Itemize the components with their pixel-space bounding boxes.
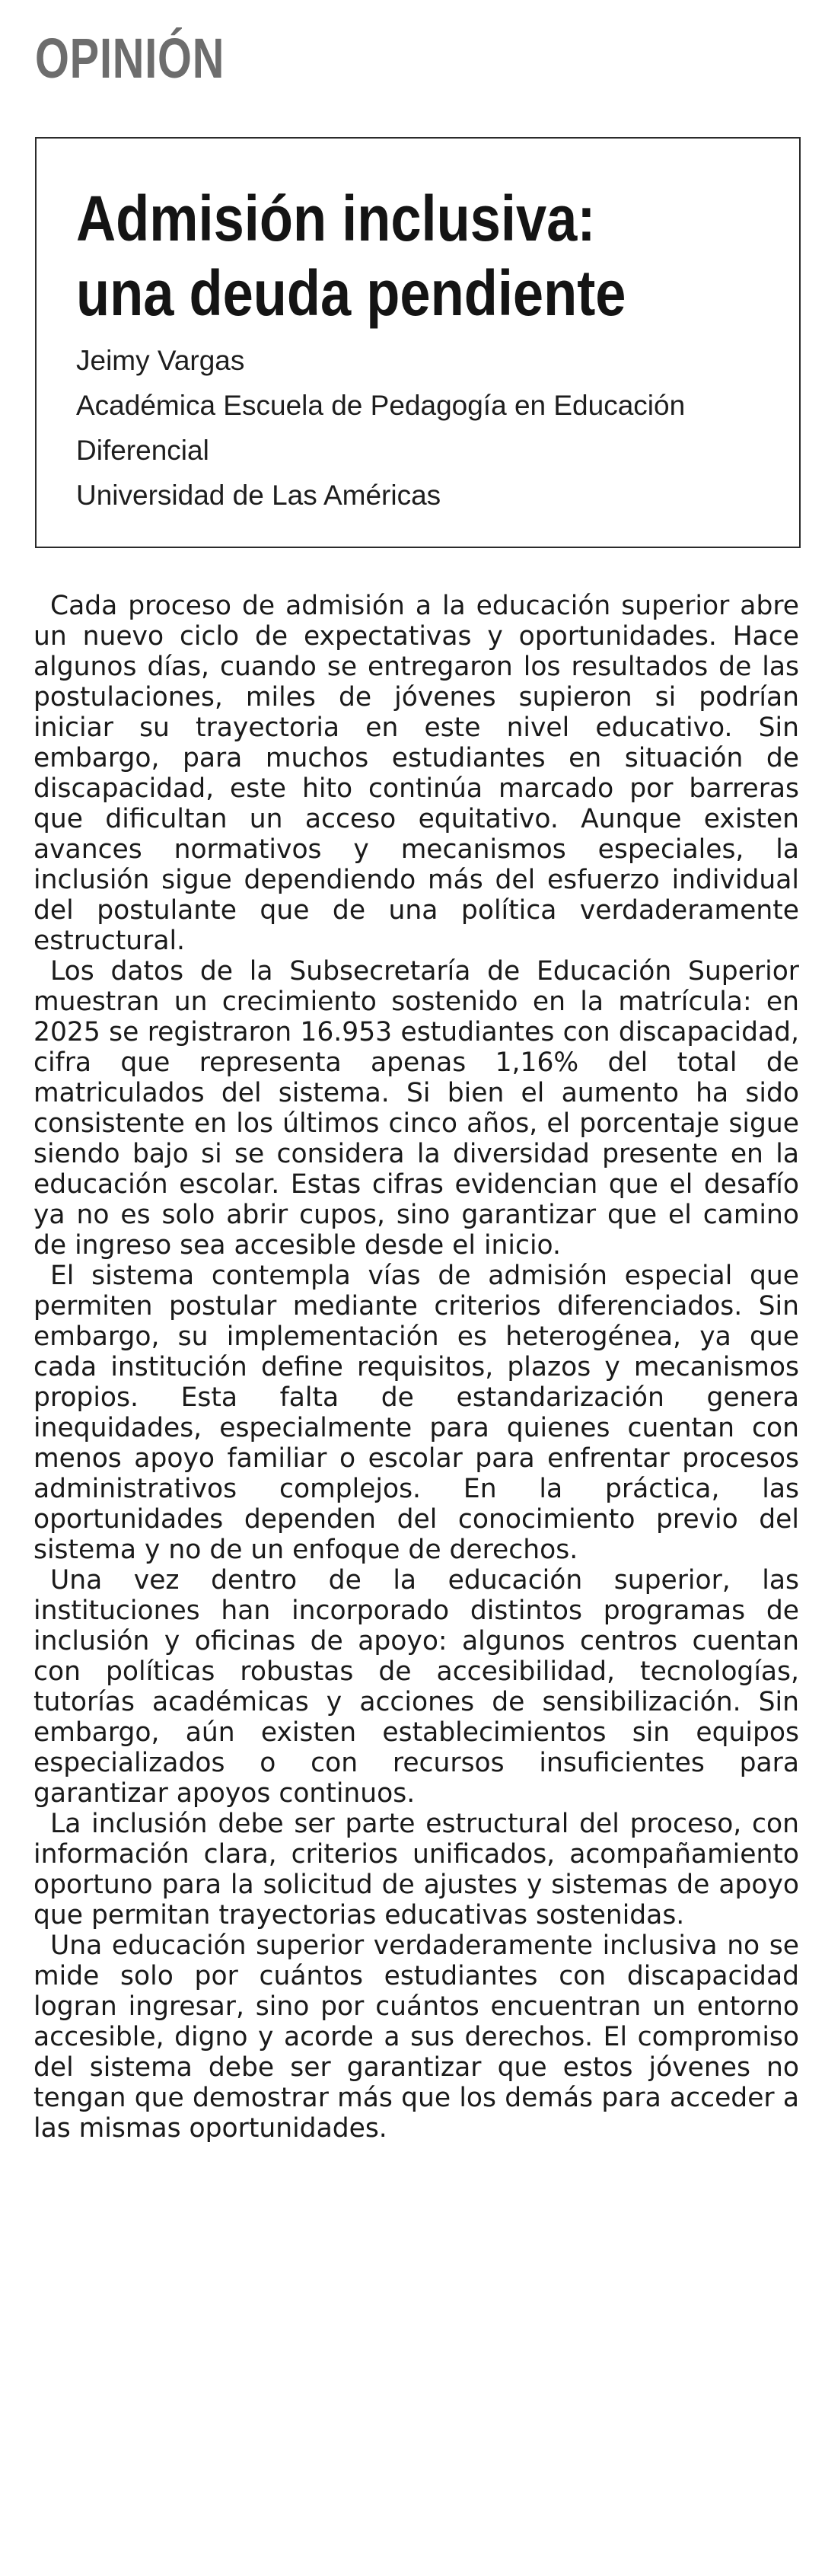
paragraph-4: Una vez dentro de la educación superior, las instituciones han incorporado distintos programas de inclusión y oficinas de apoyo: algunos centros cuentan con políticas robustas de accesibilidad, tecnologías, tutorías académicas y acciones de sensibilización. Sin embargo, aún existen establecimientos sin equipos especializados o con recursos insuficientes para garantizar apoyos continuos. — [33, 1565, 799, 1809]
author-name: Jeimy Vargas — [76, 345, 245, 376]
author-role-line-1: Académica Escuela de Pedagogía en Educación — [76, 390, 686, 421]
paragraph-5: La inclusión debe ser parte estructural del proceso, con información clara, criterios unificados, acompañamiento oportuno para la solicitud de ajustes y sistemas de apoyo que permitan trayectorias educativas sostenidas. — [33, 1809, 799, 1930]
article-title — [76, 181, 626, 330]
headline-box — [35, 137, 801, 548]
article-title-line-2: una deuda pendiente — [76, 257, 626, 329]
paragraph-3: El sistema contempla vías de admisión especial que permiten postular mediante criterios diferenciados. Sin embargo, su implementación es heterogénea, ya que cada institución define requisitos, plazos y mecanismos propios. Esta falta de estandarización genera inequidades, especialmente para quienes cuentan con menos apoyo familiar o escolar para enfrentar procesos administrativos complejos. En la práctica, las oportunidades dependen del conocimiento previo del sistema y no de un enfoque de derechos. — [33, 1261, 799, 1565]
author-institution: Universidad de Las Américas — [76, 480, 441, 511]
article-title-line-1: Admisión inclusiva: — [76, 183, 596, 254]
paragraph-1: Cada proceso de admisión a la educación superior abre un nuevo ciclo de expectativas y oportunidades. Hace algunos días, cuando se entregaron los resultados de las postulaciones, miles de jóvenes supieron si podrían iniciar su trayectoria en este nivel educativo. Sin embargo, para muchos estudiantes en situación de discapacidad, este hito continúa marcado por barreras que dificultan un acceso equitativo. Aunque existen avances normativos y mecanismos especiales, la inclusión sigue dependiendo más del esfuerzo individual del postulante que de una política verdaderamente estructural. — [33, 591, 799, 956]
author-role-line-2: Diferencial — [76, 435, 209, 466]
section-label: OPINIÓN — [35, 27, 225, 90]
paragraph-2: Los datos de la Subsecretaría de Educación Superior muestran un crecimiento sostenido en la matrícula: en 2025 se registraron 16.953 estudiantes con discapacidad, cifra que representa apenas 1,16% del total de matriculados del sistema. Si bien el aumento ha sido consistente en los últimos cinco años, el porcentaje sigue siendo bajo si se considera la diversidad presente en la educación escolar. Estas cifras evidencian que el desafío ya no es solo abrir cupos, sino garantizar que el camino de ingreso sea accesible desde el inicio. — [33, 956, 799, 1261]
article-body — [33, 591, 799, 2144]
byline — [76, 338, 685, 518]
paragraph-6: Una educación superior verdaderamente inclusiva no se mide solo por cuántos estudiantes con discapacidad logran ingresar, sino por cuántos encuentran un entorno accesible, digno y acorde a sus derechos. El compromiso del sistema debe ser garantizar que estos jóvenes no tengan que demostrar más que los demás para acceder a las mismas oportunidades. — [33, 1930, 799, 2144]
